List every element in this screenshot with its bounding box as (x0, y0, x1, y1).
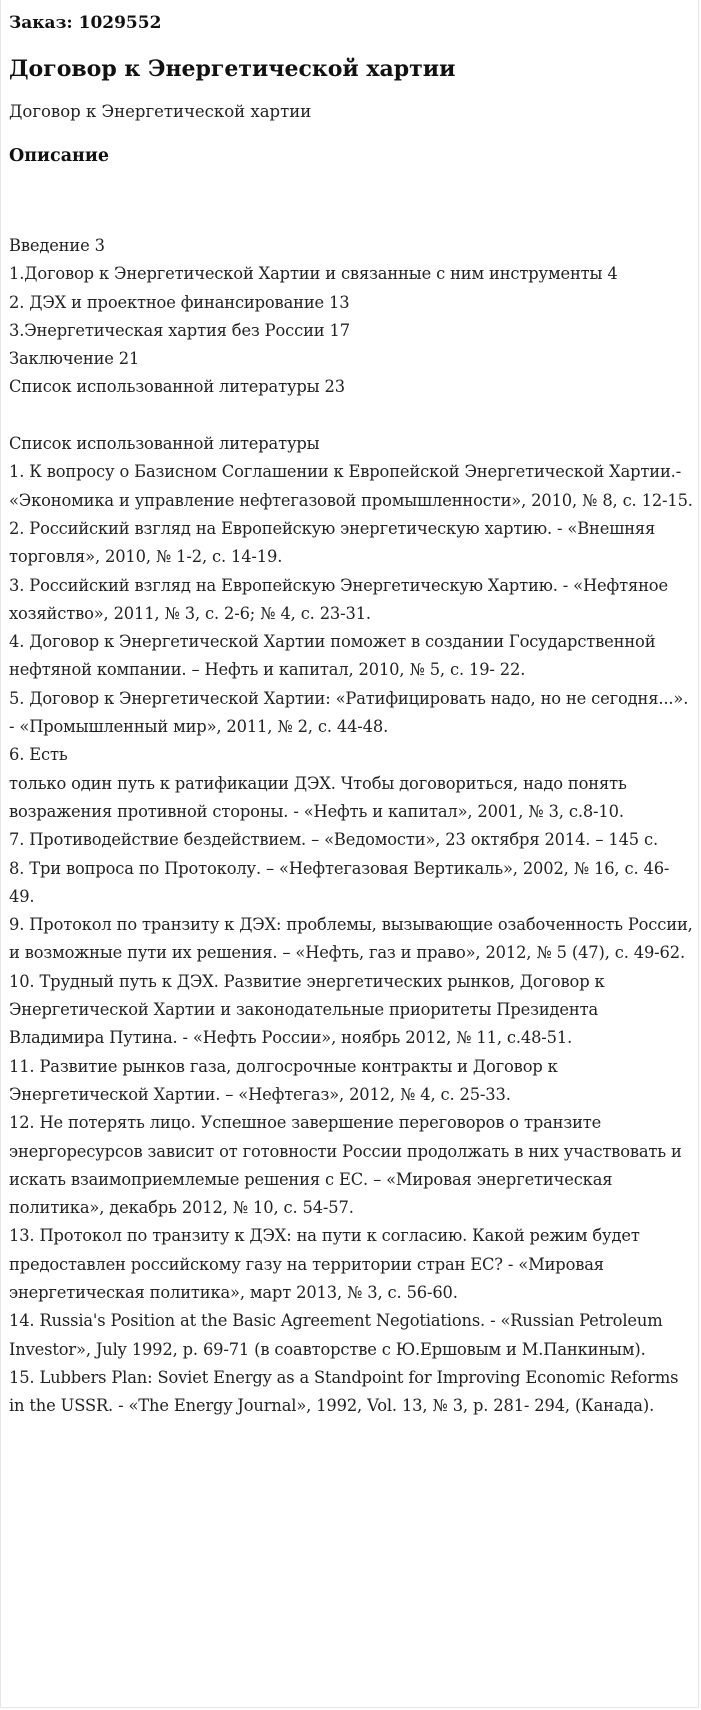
bibliography-item: 6. Есть (9, 745, 68, 765)
toc-item: 2. ДЭХ и проектное финансирование 13 (9, 292, 350, 312)
toc-item: Введение 3 (9, 236, 105, 255)
bibliography-heading: Список использованной литературы (9, 434, 320, 454)
toc-item: Заключение 21 (9, 349, 140, 369)
bibliography-item: 12. Не потерять лицо. Успешное завершение переговоров о транзите энергоресурсов зависит от готовности России продолжать в них участвовать и искать взаимоприемлемые решения с ЕС. – «Мировая энергетическая политика», декабрь 2012, № 10, с. 54-57. (9, 1113, 682, 1218)
toc-item: 3.Энергетическая хартия без России 17 (9, 320, 350, 340)
toc-item: Список использованной литературы 23 (9, 377, 345, 397)
page-subtitle: Договор к Энергетической хартии (9, 102, 312, 121)
bibliography (9, 430, 693, 1420)
bibliography-item: 15. Lubbers Plan: Soviet Energy as a Standpoint for Improving Economic Reforms in the USSR. - «The Energy Journal», 1992, Vol. 13, № 3, p. 281- 294, (Канада). (9, 1367, 679, 1416)
bibliography-item: 1. К вопросу о Базисном Соглашении к Европейской Энергетической Хартии.- «Экономика и управление нефтегазовой промышленности», 2010, № 8, с. 12-15. (9, 462, 693, 510)
bibliography-item: 14. Russia's Position at the Basic Agreement Negotiations. - «Russian Petroleum Investor», July 1992, p. 69-71 (в соавторстве с Ю.Ершовым и М.Панкиным). (9, 1311, 663, 1359)
bibliography-item: 2. Российский взгляд на Европейскую энергетическую хартию. - «Внешняя торговля», 2010, № 1-2, с. 14-19. (9, 518, 656, 567)
bibliography-item: 10. Трудный путь к ДЭХ. Развитие энергетических рынков, Договор к Энергетической Хартии и законодательные приоритеты Президента Владимира Путина. - «Нефть России», ноябрь 2012, № 11, с.48-51. (9, 971, 605, 1048)
bibliography-item: 9. Протокол по транзиту к ДЭХ: проблемы, вызывающие озабоченность России, и возможные пути их решения. – «Нефть, газ и право», 2012, № 5 (47), с. 49-62. (9, 915, 693, 963)
page-title: Договор к Энергетической хартии (9, 56, 456, 82)
order-number: Заказ: 1029552 (9, 13, 162, 33)
description-heading: Описание (9, 146, 109, 166)
document-content (9, 10, 693, 1420)
description-body (9, 232, 693, 1420)
bibliography-item: только один путь к ратификации ДЭХ. Чтобы договориться, надо понять возражения противной стороны. - «Нефть и капитал», 2001, № 3, с.8-10. (9, 773, 627, 821)
toc-item: 1.Договор к Энергетической Хартии и связанные с ним инструменты 4 (9, 264, 618, 284)
bibliography-item: 13. Протокол по транзиту к ДЭХ: на пути к согласию. Какой режим будет предоставлен российскому газу на территории стран ЕС? - «Мировая энергетическая политика», март 2013, № 3, с. 56-60. (9, 1226, 640, 1302)
bibliography-item: 11. Развитие рынков газа, долгосрочные контракты и Договор к Энергетической Хартии. – «Нефтегаз», 2012, № 4, с. 25-33. (9, 1056, 558, 1104)
table-of-contents (9, 232, 693, 402)
spacer (9, 402, 693, 430)
bibliography-item: 7. Противодействие бездействием. – «Ведомости», 23 октября 2014. – 145 с. (9, 830, 659, 850)
bibliography-item: 3. Российский взгляд на Европейскую Энергетическую Хартию. - «Нефтяное хозяйство», 2011, № 3, с. 2-6; № 4, с. 23-31. (9, 575, 668, 623)
bibliography-item: 8. Три вопроса по Протоколу. – «Нефтегазовая Вертикаль», 2002, № 16, с. 46-49. (9, 858, 670, 906)
bibliography-item: 4. Договор к Энергетической Хартии поможет в создании Государственной нефтяной компании. – Нефть и капитал, 2010, № 5, с. 19- 22. (9, 632, 656, 680)
bibliography-item: 5. Договор к Энергетической Хартии: «Ратифицировать надо, но не сегодня...». - «Промышленный мир», 2011, № 2, с. 44-48. (9, 688, 689, 737)
